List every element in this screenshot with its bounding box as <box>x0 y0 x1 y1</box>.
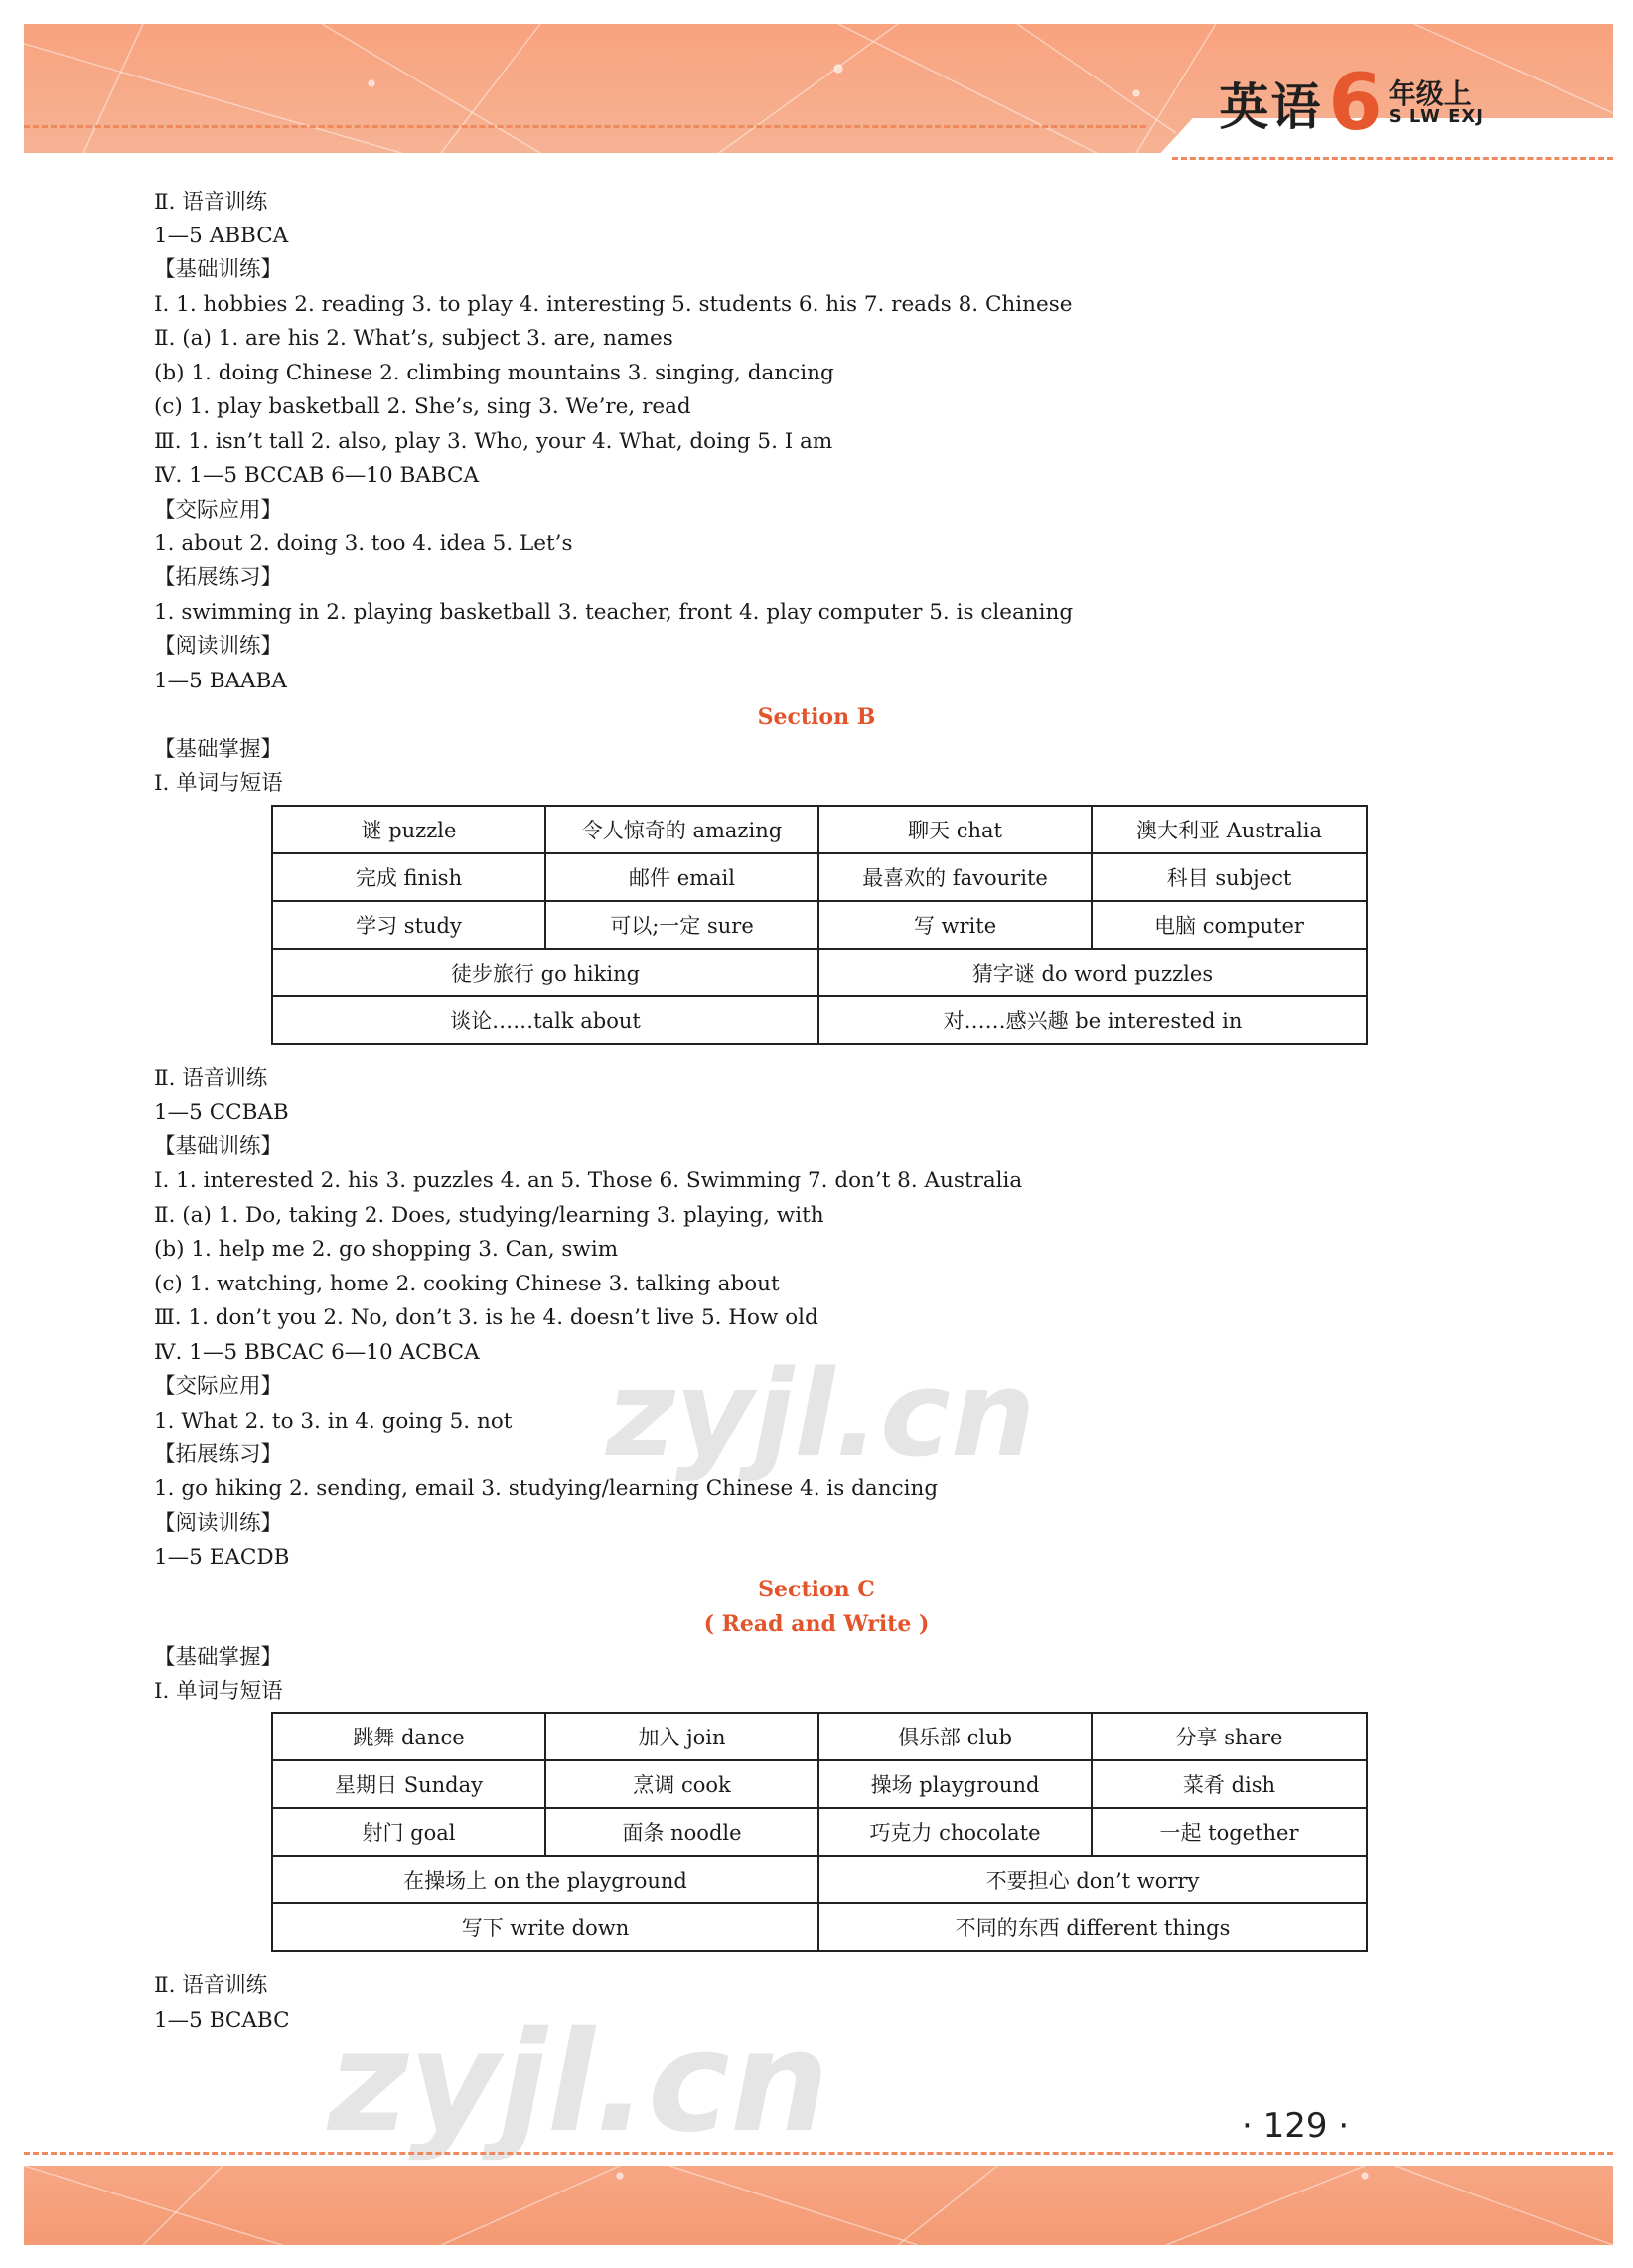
text-line: 1—5 EACDB <box>154 1545 290 1570</box>
table-cell: 巧克力 chocolate <box>818 1808 1092 1856</box>
page-number: · 129 · <box>1242 2106 1350 2146</box>
subject-title: 英语 <box>1219 78 1323 136</box>
footer-pattern <box>24 2166 1613 2245</box>
footer-dashed-line <box>24 2152 1613 2155</box>
table-cell: 俱乐部 club <box>818 1713 1092 1760</box>
table-cell: 星期日 Sunday <box>272 1760 545 1808</box>
text-line: Ⅳ. 1—5 BCCAB 6—10 BABCA <box>154 463 479 488</box>
table-cell: 射门 goal <box>272 1808 545 1856</box>
table-cell: 加入 join <box>545 1713 818 1760</box>
footer-band <box>24 2166 1613 2245</box>
text-line: 【基础训练】 <box>154 1134 283 1159</box>
table-cell: 烹调 cook <box>545 1760 818 1808</box>
text-line: 1—5 BCABC <box>154 2008 290 2033</box>
section-c-subtitle: ( Read and Write ) <box>703 1611 930 1637</box>
table-cell: 在操场上 on the playground <box>272 1856 818 1903</box>
text-line: Ⅰ. 单词与短语 <box>154 771 283 796</box>
table-cell: 令人惊奇的 amazing <box>545 806 818 853</box>
section-c-title: Section C <box>758 1577 875 1602</box>
table-cell: 谈论……talk about <box>272 996 818 1044</box>
table-cell: 完成 finish <box>272 853 545 901</box>
text-line: 1. What 2. to 3. in 4. going 5. not <box>154 1409 513 1434</box>
text-line: 【基础掌握】 <box>154 1645 283 1670</box>
table-row <box>272 996 1367 1044</box>
grade-number: 6 <box>1328 59 1383 148</box>
table-row <box>272 1903 1367 1951</box>
table-cell: 操场 playground <box>818 1760 1092 1808</box>
book-title <box>1219 59 1484 148</box>
table-row <box>272 1760 1367 1808</box>
table-cell: 一起 together <box>1092 1808 1367 1856</box>
table-cell: 学习 study <box>272 901 545 949</box>
table-row <box>272 901 1367 949</box>
table-cell: 跳舞 dance <box>272 1713 545 1760</box>
table-cell: 对……感兴趣 be interested in <box>818 996 1367 1044</box>
table-cell: 澳大利亚 Australia <box>1092 806 1367 853</box>
table-cell: 最喜欢的 favourite <box>818 853 1092 901</box>
text-line: Ⅱ. 语音训练 <box>154 190 268 215</box>
header-band <box>24 24 1613 153</box>
text-line: 【交际应用】 <box>154 1374 283 1399</box>
text-line: (b) 1. doing Chinese 2. climbing mountains 3. singing, dancing <box>154 361 834 385</box>
text-line: Ⅰ. 1. hobbies 2. reading 3. to play 4. interesting 5. students 6. his 7. reads 8. Chinese <box>154 292 1073 317</box>
text-line: Ⅳ. 1—5 BBCAC 6—10 ACBCA <box>154 1340 480 1365</box>
text-line: 【基础训练】 <box>154 257 283 282</box>
table-row <box>272 806 1367 853</box>
table-row <box>272 949 1367 996</box>
header-dashed-line <box>24 125 1146 128</box>
table-row <box>272 1713 1367 1760</box>
table-cell: 不同的东西 different things <box>818 1903 1367 1951</box>
vocab-table-b <box>271 805 1368 1045</box>
text-line: 1—5 CCBAB <box>154 1100 289 1125</box>
text-line: 1. swimming in 2. playing basketball 3. teacher, front 4. play computer 5. is cleaning <box>154 600 1074 625</box>
table-cell: 面条 noodle <box>545 1808 818 1856</box>
grade-label: 年级上 <box>1388 76 1472 110</box>
text-line: 【拓展练习】 <box>154 1442 283 1467</box>
table-cell: 分享 share <box>1092 1713 1367 1760</box>
text-line: Ⅱ. 语音训练 <box>154 1973 268 1998</box>
table-row <box>272 853 1367 901</box>
table-cell: 科目 subject <box>1092 853 1367 901</box>
text-line: 【阅读训练】 <box>154 634 283 659</box>
table-cell: 菜肴 dish <box>1092 1760 1367 1808</box>
text-line: (b) 1. help me 2. go shopping 3. Can, swim <box>154 1237 619 1262</box>
table-row <box>272 1856 1367 1903</box>
table-cell: 写 write <box>818 901 1092 949</box>
text-line: 1. go hiking 2. sending, email 3. studying/learning Chinese 4. is dancing <box>154 1476 939 1501</box>
table-cell: 谜 puzzle <box>272 806 545 853</box>
text-line: Ⅲ. 1. don’t you 2. No, don’t 3. is he 4. doesn’t live 5. How old <box>154 1305 818 1330</box>
table-cell: 电脑 computer <box>1092 901 1367 949</box>
table-cell: 邮件 email <box>545 853 818 901</box>
text-line: 【拓展练习】 <box>154 565 283 590</box>
table-cell: 徒步旅行 go hiking <box>272 949 818 996</box>
vocab-table-c <box>271 1712 1368 1952</box>
text-line: 【基础掌握】 <box>154 737 283 762</box>
table-cell: 可以;一定 sure <box>545 901 818 949</box>
table-row <box>272 1808 1367 1856</box>
text-line: (c) 1. play basketball 2. She’s, sing 3. We’re, read <box>154 394 691 419</box>
text-line: Ⅱ. 语音训练 <box>154 1066 268 1091</box>
text-line: 【阅读训练】 <box>154 1511 283 1536</box>
text-line: 【交际应用】 <box>154 498 283 523</box>
table-cell: 猜字谜 do word puzzles <box>818 949 1367 996</box>
table-cell: 写下 write down <box>272 1903 818 1951</box>
text-line: Ⅰ. 单词与短语 <box>154 1679 283 1704</box>
table-cell: 聊天 chat <box>818 806 1092 853</box>
header-dashed-line-right <box>1172 157 1613 160</box>
watermark-text: zyjl.cn <box>328 2002 829 2164</box>
text-line: 1—5 ABBCA <box>154 224 289 248</box>
text-line: Ⅱ. (a) 1. Do, taking 2. Does, studying/learning 3. playing, with <box>154 1203 824 1228</box>
text-line: Ⅲ. 1. isn’t tall 2. also, play 3. Who, your 4. What, doing 5. I am <box>154 429 833 454</box>
text-line: 1—5 BAABA <box>154 669 287 693</box>
text-line: Ⅱ. (a) 1. are his 2. What’s, subject 3. are, names <box>154 326 673 351</box>
table-cell: 不要担心 don’t worry <box>818 1856 1367 1903</box>
edition-code: S LW EXJ <box>1388 106 1484 128</box>
watermark-text: zyjl.cn <box>606 1346 1036 1484</box>
text-line: 1. about 2. doing 3. too 4. idea 5. Let’s <box>154 531 573 556</box>
text-line: (c) 1. watching, home 2. cooking Chinese 3. talking about <box>154 1272 780 1296</box>
section-b-title: Section B <box>757 704 876 730</box>
text-line: Ⅰ. 1. interested 2. his 3. puzzles 4. an 5. Those 6. Swimming 7. don’t 8. Australia <box>154 1168 1023 1193</box>
